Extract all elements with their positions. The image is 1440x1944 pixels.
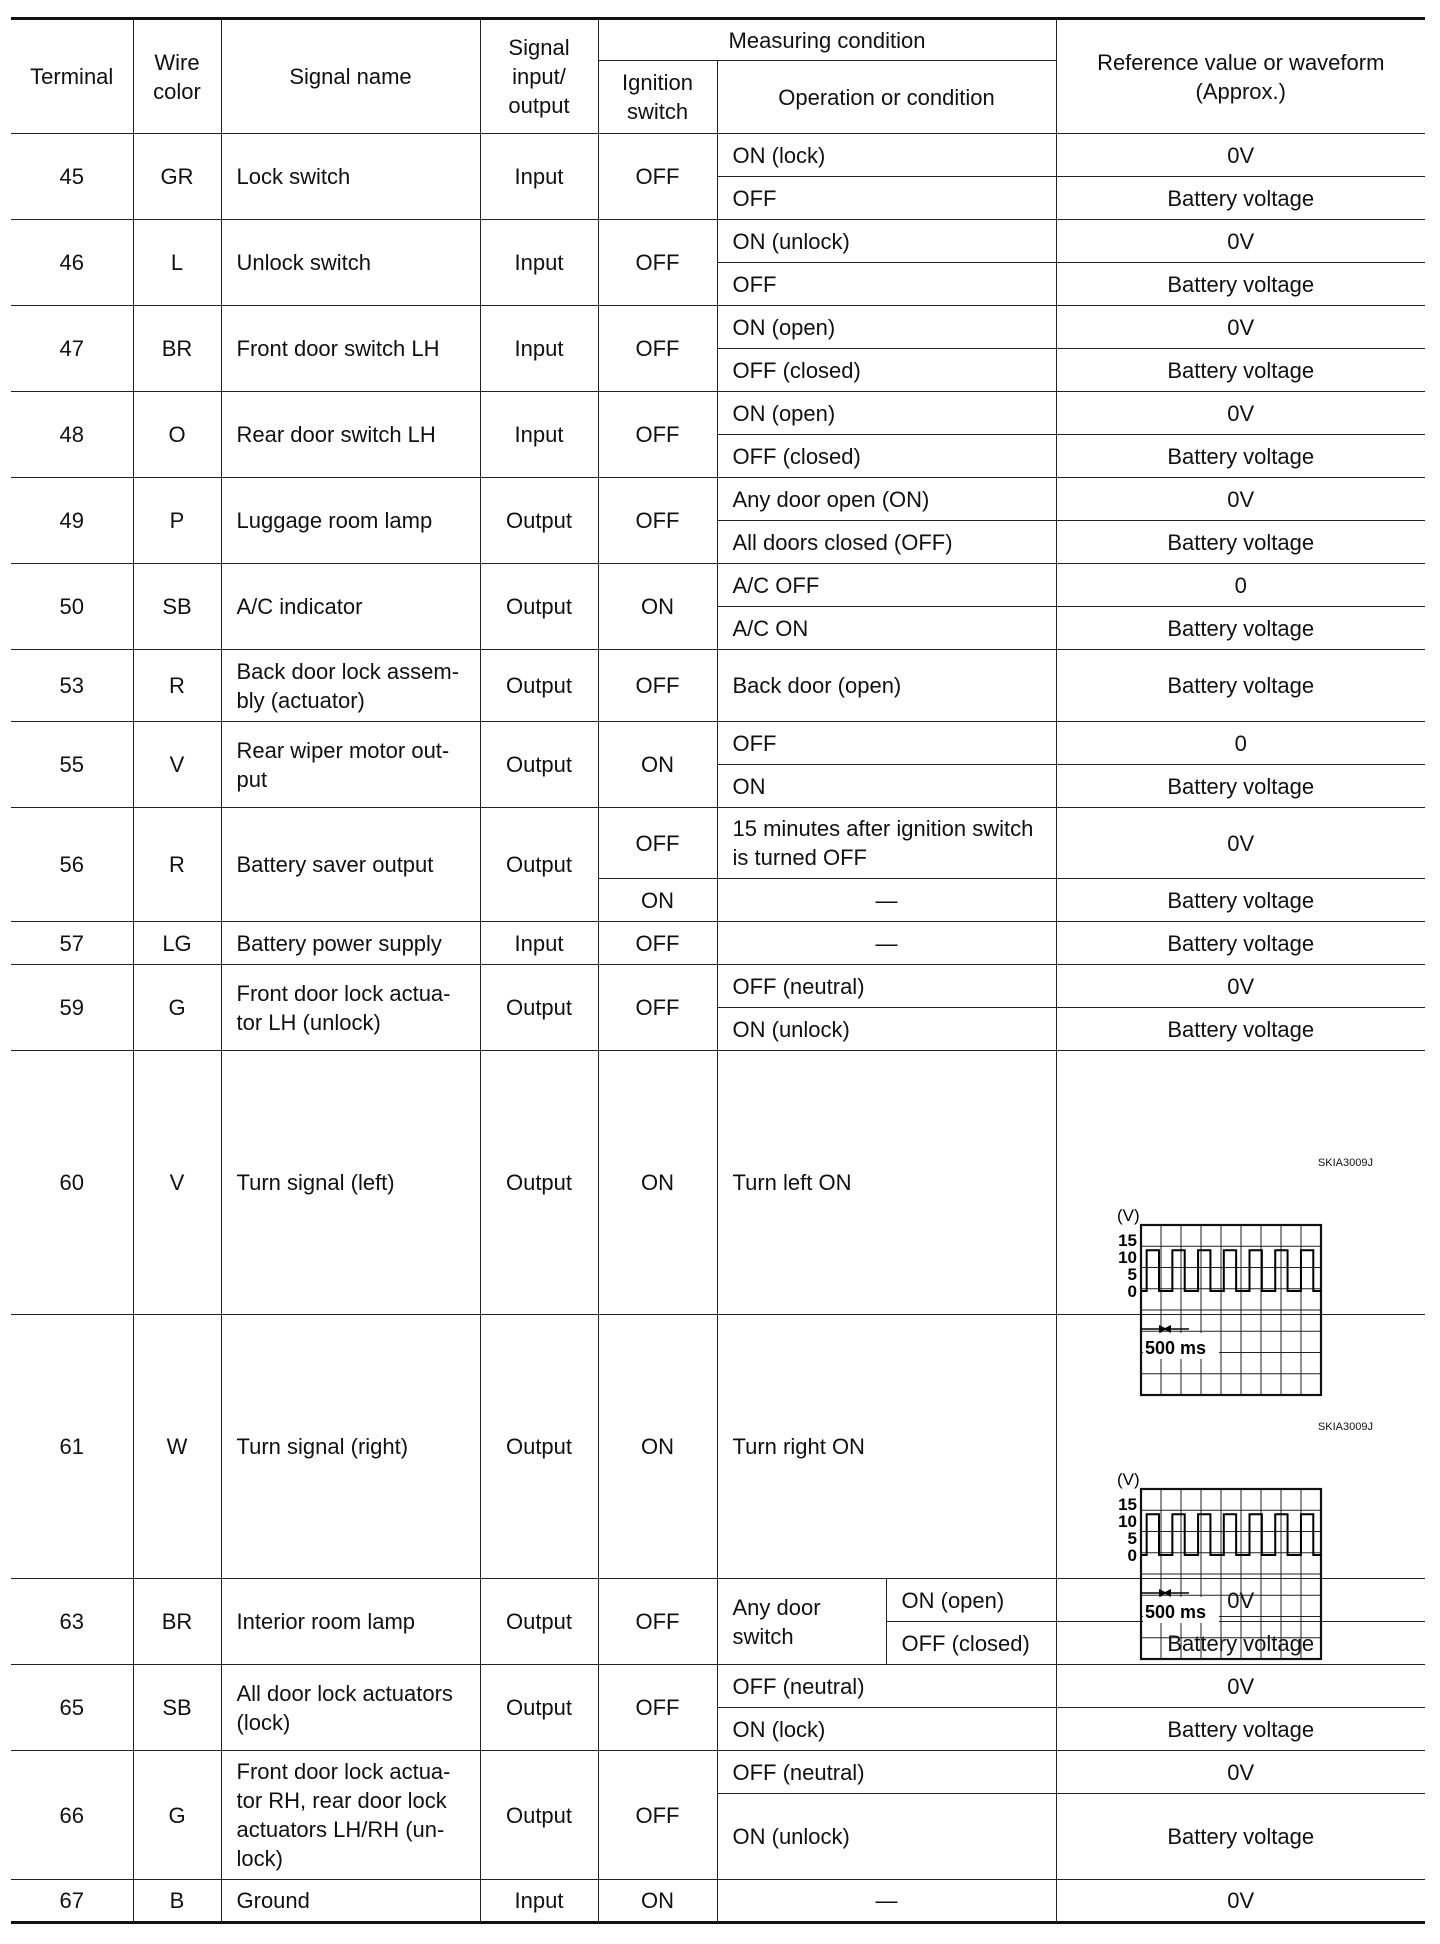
reference-cell: Battery voltage (1056, 263, 1425, 306)
operation-cell: — (717, 922, 1056, 965)
figure-code: SKIA3009J (1317, 1156, 1373, 1169)
ignition-cell: ON (598, 879, 717, 922)
reference-cell: Battery voltage (1056, 765, 1425, 808)
wire-color-cell: O (133, 392, 221, 478)
reference-cell: 0 (1056, 564, 1425, 607)
switch-group-cell: Any door switch (717, 1579, 886, 1665)
y-tick-label: 0 (1127, 1281, 1137, 1301)
operation-cell: OFF (neutral) (717, 965, 1056, 1008)
ignition-cell: ON (598, 1051, 717, 1315)
table-row (11, 220, 1425, 263)
waveform-cell (1056, 1051, 1425, 1358)
reference-cell: Battery voltage (1056, 1708, 1425, 1751)
signal-io-cell: Output (480, 478, 598, 564)
signal-io-cell: Output (480, 722, 598, 808)
terminal-cell: 63 (11, 1579, 133, 1665)
operation-cell: ON (unlock) (717, 1008, 1056, 1051)
signal-io-cell: Output (480, 1665, 598, 1751)
signal-name-cell: All door lock actuators (lock) (221, 1665, 480, 1751)
header-operation: Operation or condition (717, 61, 1056, 134)
operation-cell: — (717, 1880, 1056, 1923)
ignition-cell: OFF (598, 478, 717, 564)
operation-cell: Any door open (ON) (717, 478, 1056, 521)
reference-cell: 0V (1056, 1880, 1425, 1923)
y-tick-label: 0 (1127, 1545, 1137, 1565)
signal-io-cell: Output (480, 808, 598, 922)
reference-cell: 0V (1056, 134, 1425, 177)
figure-code: SKIA3009J (1317, 1420, 1373, 1433)
terminal-cell: 49 (11, 478, 133, 564)
table-row (11, 306, 1425, 349)
signal-name-cell: Front door lock actua-tor LH (unlock) (221, 965, 480, 1051)
reference-cell: 0 (1056, 722, 1425, 765)
signal-name-cell: Battery power supply (221, 922, 480, 965)
unit-label: (V) (1116, 1205, 1140, 1225)
terminal-cell: 46 (11, 220, 133, 306)
operation-cell: OFF (closed) (717, 349, 1056, 392)
signal-io-cell: Output (480, 564, 598, 650)
reference-cell: Battery voltage (1056, 1622, 1425, 1665)
signal-name-cell: Interior room lamp (221, 1579, 480, 1665)
signal-io-cell: Input (480, 392, 598, 478)
reference-cell: 0V (1056, 478, 1425, 521)
signal-io-cell: Input (480, 922, 598, 965)
ignition-cell: OFF (598, 922, 717, 965)
time-arrow (1163, 1589, 1171, 1597)
reference-cell: Battery voltage (1056, 922, 1425, 965)
header-terminal: Terminal (11, 19, 133, 134)
table-row (11, 1051, 1425, 1315)
reference-cell: Battery voltage (1056, 349, 1425, 392)
signal-io-cell: Output (480, 1579, 598, 1665)
reference-cell: Battery voltage (1056, 879, 1425, 922)
header-signal-io: Signal input/ output (480, 19, 598, 134)
signal-name-cell: Lock switch (221, 134, 480, 220)
terminal-cell: 53 (11, 650, 133, 722)
signal-io-cell: Output (480, 1751, 598, 1880)
unit-label: (V) (1116, 1469, 1140, 1489)
terminal-cell: 55 (11, 722, 133, 808)
reference-cell: Battery voltage (1056, 607, 1425, 650)
reference-cell: 0V (1056, 392, 1425, 435)
signal-name-cell: Front door lock actua-tor RH, rear door lock actuators LH/RH (un-lock) (221, 1751, 480, 1880)
signal-io-cell: Input (480, 220, 598, 306)
signal-io-cell: Input (480, 1880, 598, 1923)
operation-cell: ON (unlock) (717, 1794, 1056, 1880)
operation-cell: A/C OFF (717, 564, 1056, 607)
table-row (11, 722, 1425, 765)
signal-io-cell: Output (480, 1051, 598, 1315)
ignition-cell: OFF (598, 220, 717, 306)
wire-color-cell: L (133, 220, 221, 306)
table-row (11, 478, 1425, 521)
terminal-cell: 65 (11, 1665, 133, 1751)
operation-cell: 15 minutes after ignition switch is turned OFF (717, 808, 1056, 879)
pulse-trace (1141, 1514, 1321, 1555)
wire-color-cell: G (133, 1751, 221, 1880)
table-body (11, 134, 1425, 1923)
operation-cell: Turn left ON (717, 1051, 1056, 1315)
reference-cell: Battery voltage (1056, 650, 1425, 722)
wire-color-cell: GR (133, 134, 221, 220)
table-row (11, 1880, 1425, 1923)
operation-cell: OFF (neutral) (717, 1751, 1056, 1794)
signal-name-cell: Unlock switch (221, 220, 480, 306)
wire-color-cell: W (133, 1315, 221, 1579)
operation-cell: ON (open) (717, 306, 1056, 349)
reference-cell: Battery voltage (1056, 1794, 1425, 1880)
terminal-cell: 61 (11, 1315, 133, 1579)
operation-cell: ON (open) (886, 1579, 1056, 1622)
wire-color-cell: R (133, 650, 221, 722)
reference-cell: 0V (1056, 1665, 1425, 1708)
reference-cell: 0V (1056, 1579, 1425, 1622)
signal-name-cell: Back door lock assem-bly (actuator) (221, 650, 480, 722)
reference-cell: 0V (1056, 220, 1425, 263)
terminal-cell: 45 (11, 134, 133, 220)
operation-cell: OFF (717, 263, 1056, 306)
y-tick-label: 5 (1127, 1264, 1137, 1284)
wire-color-cell: V (133, 1051, 221, 1315)
wire-color-cell: B (133, 1880, 221, 1923)
operation-cell: Turn right ON (717, 1315, 1056, 1579)
reference-cell: Battery voltage (1056, 1008, 1425, 1051)
terminal-cell: 59 (11, 965, 133, 1051)
header-wire-color: Wire color (133, 19, 221, 134)
signal-io-cell: Output (480, 965, 598, 1051)
reference-cell: 0V (1056, 306, 1425, 349)
operation-cell: OFF (closed) (717, 435, 1056, 478)
signal-name-cell: Luggage room lamp (221, 478, 480, 564)
ignition-cell: OFF (598, 965, 717, 1051)
operation-cell: Back door (open) (717, 650, 1056, 722)
wire-color-cell: V (133, 722, 221, 808)
signal-name-cell: Rear wiper motor out-put (221, 722, 480, 808)
header-signal-name: Signal name (221, 19, 480, 134)
operation-cell: ON (lock) (717, 134, 1056, 177)
signal-io-cell: Input (480, 134, 598, 220)
reference-cell: 0V (1056, 1751, 1425, 1794)
table-row (11, 650, 1425, 722)
terminal-reference-sheet (11, 17, 1425, 1924)
ignition-cell: ON (598, 1880, 717, 1923)
wire-color-cell: SB (133, 564, 221, 650)
table-row (11, 392, 1425, 435)
reference-cell: Battery voltage (1056, 435, 1425, 478)
terminal-cell: 57 (11, 922, 133, 965)
ignition-cell: ON (598, 1315, 717, 1579)
terminal-table (11, 17, 1425, 1924)
terminal-cell: 50 (11, 564, 133, 650)
signal-name-cell: Rear door switch LH (221, 392, 480, 478)
turn-signal-waveform (1101, 1447, 1381, 1711)
table-row (11, 965, 1425, 1008)
wire-color-cell: P (133, 478, 221, 564)
table-row (11, 1315, 1425, 1579)
table-row (11, 922, 1425, 965)
header-ignition-switch: Ignition switch (598, 61, 717, 134)
wire-color-cell: BR (133, 1579, 221, 1665)
table-row (11, 808, 1425, 879)
header-measuring-condition: Measuring condition (598, 19, 1056, 61)
signal-io-cell: Output (480, 1315, 598, 1579)
operation-cell: OFF (717, 177, 1056, 220)
reference-cell: Battery voltage (1056, 177, 1425, 220)
ignition-cell: OFF (598, 134, 717, 220)
signal-name-cell: Turn signal (left) (221, 1051, 480, 1315)
signal-name-cell: Ground (221, 1880, 480, 1923)
operation-cell: ON (717, 765, 1056, 808)
ignition-cell: OFF (598, 1579, 717, 1665)
y-tick-label: 10 (1117, 1511, 1137, 1531)
y-tick-label: 15 (1117, 1230, 1137, 1250)
reference-cell: 0V (1056, 965, 1425, 1008)
reference-cell: 0V (1056, 808, 1425, 879)
terminal-cell: 48 (11, 392, 133, 478)
header-reference: Reference value or waveform (Approx.) (1056, 19, 1425, 134)
terminal-cell: 66 (11, 1751, 133, 1880)
signal-io-cell: Input (480, 306, 598, 392)
table-row (11, 564, 1425, 607)
wire-color-cell: BR (133, 306, 221, 392)
time-scale-label: 500 ms (1144, 1601, 1206, 1622)
ignition-cell: OFF (598, 392, 717, 478)
ignition-cell: OFF (598, 1665, 717, 1751)
time-scale-label: 500 ms (1144, 1337, 1206, 1358)
y-tick-label: 10 (1117, 1247, 1137, 1267)
operation-cell: A/C ON (717, 607, 1056, 650)
wire-color-cell: R (133, 808, 221, 922)
operation-cell: ON (lock) (717, 1708, 1056, 1751)
y-tick-label: 15 (1117, 1494, 1137, 1514)
operation-cell: OFF (closed) (886, 1622, 1056, 1665)
y-tick-label: 5 (1127, 1528, 1137, 1548)
wire-color-cell: LG (133, 922, 221, 965)
signal-name-cell: A/C indicator (221, 564, 480, 650)
ignition-cell: OFF (598, 650, 717, 722)
ignition-cell: ON (598, 722, 717, 808)
ignition-cell: OFF (598, 1751, 717, 1880)
pulse-trace (1141, 1250, 1321, 1291)
ignition-cell: OFF (598, 306, 717, 392)
terminal-cell: 47 (11, 306, 133, 392)
terminal-cell: 56 (11, 808, 133, 922)
operation-cell: OFF (717, 722, 1056, 765)
operation-cell: All doors closed (OFF) (717, 521, 1056, 564)
signal-io-cell: Output (480, 650, 598, 722)
ignition-cell: ON (598, 564, 717, 650)
wire-color-cell: G (133, 965, 221, 1051)
operation-cell: OFF (neutral) (717, 1665, 1056, 1708)
signal-name-cell: Battery saver output (221, 808, 480, 922)
terminal-cell: 67 (11, 1880, 133, 1923)
signal-name-cell: Front door switch LH (221, 306, 480, 392)
reference-cell: Battery voltage (1056, 521, 1425, 564)
operation-cell: ON (open) (717, 392, 1056, 435)
table-row (11, 1751, 1425, 1794)
wire-color-cell: SB (133, 1665, 221, 1751)
operation-cell: ON (unlock) (717, 220, 1056, 263)
operation-cell: — (717, 879, 1056, 922)
terminal-cell: 60 (11, 1051, 133, 1315)
ignition-cell: OFF (598, 808, 717, 879)
table-row (11, 134, 1425, 177)
signal-name-cell: Turn signal (right) (221, 1315, 480, 1579)
